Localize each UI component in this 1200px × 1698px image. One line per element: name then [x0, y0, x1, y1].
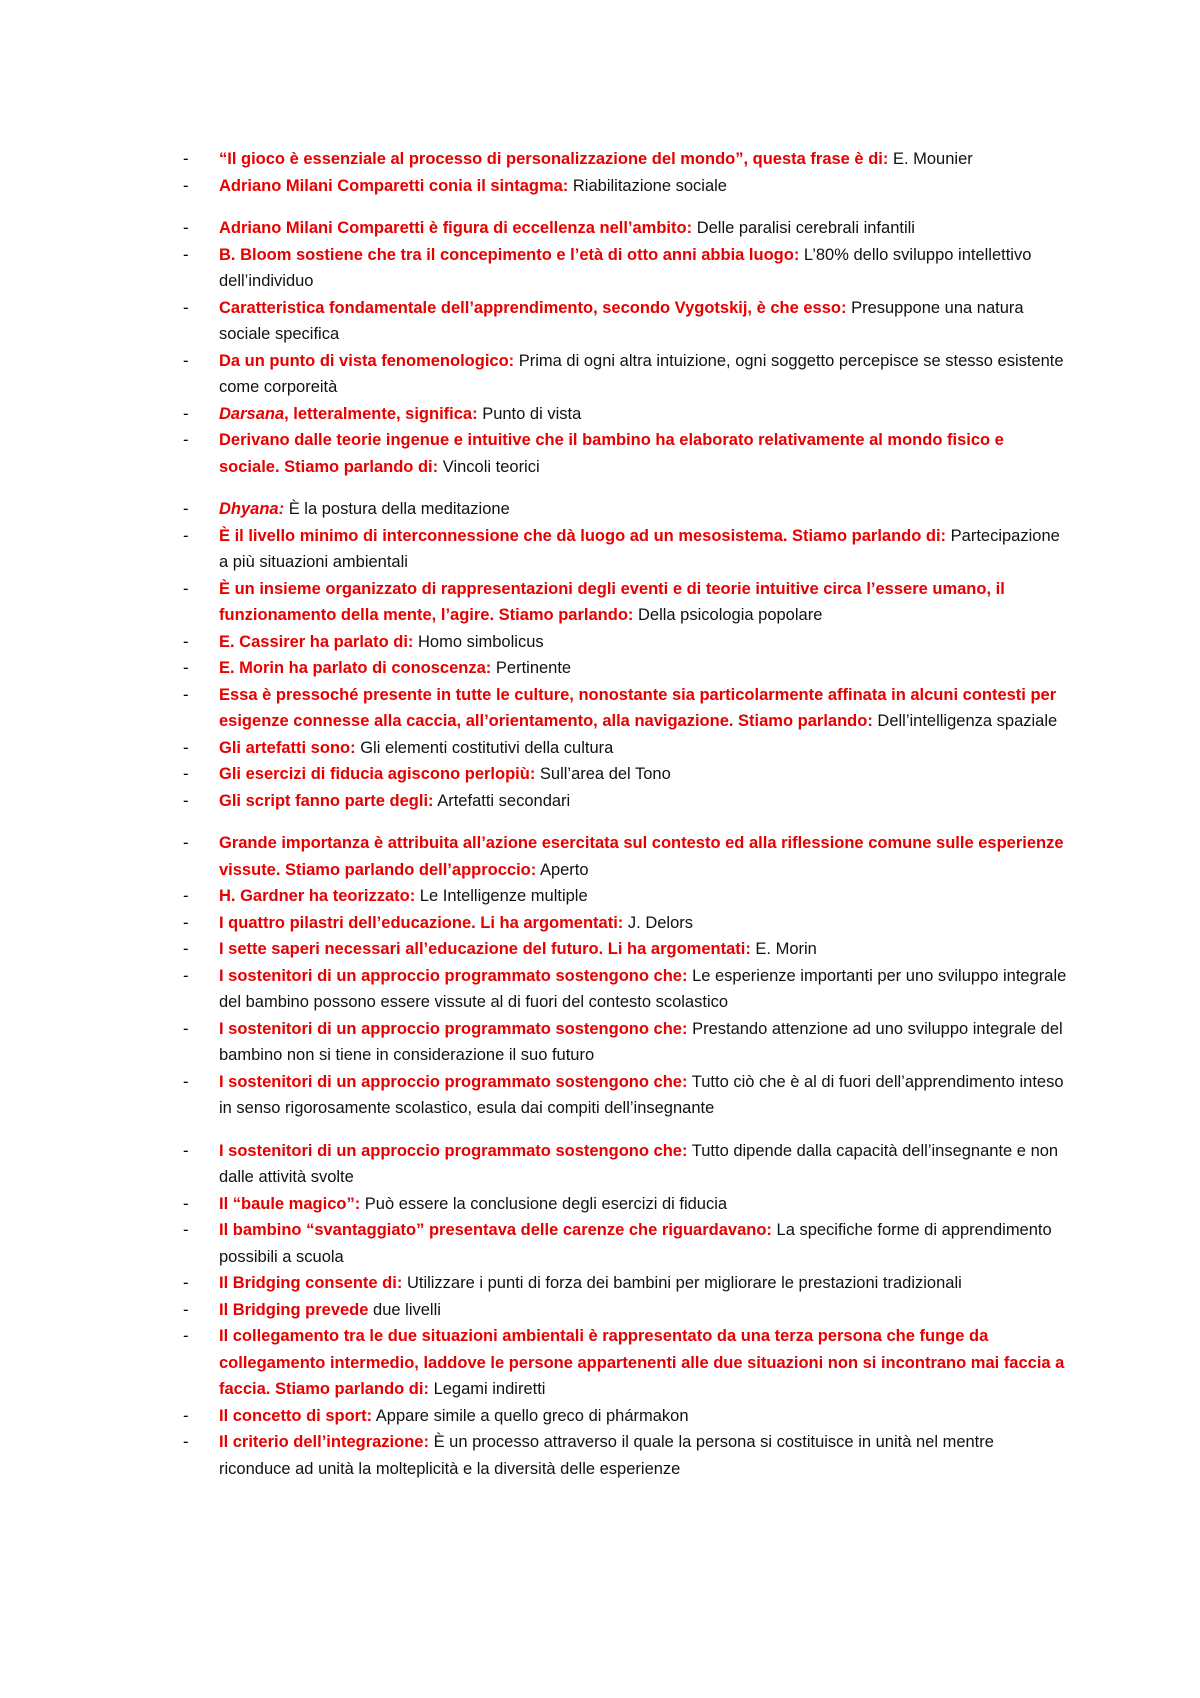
list-item — [183, 427, 1068, 480]
bullet-dash: - — [183, 431, 189, 449]
answer-text: Vincoli teorici — [442, 457, 540, 476]
list-item — [183, 629, 1068, 656]
bullet-dash: - — [183, 966, 189, 985]
question-text: Da un punto di vista fenomenologico: — [219, 351, 515, 370]
question-text: B. Bloom sostiene che tra il concepimento e l’età di otto anni abbia luogo: — [219, 245, 800, 264]
question-text: È il livello minimo di interconnessione che dà luogo ad un mesosistema. Stiamo parlando di: — [219, 526, 947, 545]
bullet-dash: - — [183, 1274, 189, 1292]
list-item — [183, 761, 1068, 788]
question-text: Derivano dalle teorie ingenue e intuitive che il bambino ha elaborato relativamente al mondo fisico e sociale. Stiamo parlando di: — [219, 431, 1004, 476]
list-item — [183, 242, 1068, 295]
answer-text: Riabilitazione sociale — [572, 176, 727, 195]
list-item — [183, 295, 1068, 348]
bullet-dash: - — [183, 1019, 189, 1038]
question-text — [219, 500, 284, 518]
answer-text: Homo simbolicus — [418, 632, 544, 651]
bullet-dash: - — [183, 298, 189, 317]
list-item — [183, 401, 1068, 428]
question-text — [219, 405, 478, 423]
list-item — [183, 523, 1068, 576]
list-item — [183, 883, 1068, 910]
list-item — [183, 1138, 1068, 1191]
list-item — [183, 910, 1068, 937]
answer-text: Appare simile a quello greco di phármakon — [375, 1406, 689, 1425]
question-text: Grande importanza è attribuita all’azione esercitata sul contesto ed alla riflessione comune sulle esperienze vissute. Stiamo parlando dell’approccio: — [219, 834, 1064, 879]
question-text: Il criterio dell’integrazione: — [219, 1433, 429, 1451]
question-text: “Il gioco è essenziale al processo di personalizzazione del mondo”, questa frase è di: — [219, 150, 889, 168]
answer-text: Prestando attenzione ad uno sviluppo integrale del bambino non si tiene in considerazione il suo futuro — [219, 1019, 1063, 1064]
bullet-dash: - — [183, 150, 189, 168]
question-text: Adriano Milani Comparetti è figura di eccellenza nell’ambito: — [219, 219, 693, 237]
question-text: Il bambino “svantaggiato” presentava delle carenze che riguardavano: — [219, 1221, 772, 1239]
question-text: È un insieme organizzato di rappresentazioni degli eventi e di teorie intuitive circa l’essere umano, il funzionamento della mente, l’agire. Stiamo parlando: — [219, 579, 1005, 624]
answer-text: Legami indiretti — [433, 1380, 546, 1398]
answer-text: E. Morin — [755, 940, 817, 958]
question-text: Gli esercizi di fiducia agiscono perlopiù: — [219, 765, 536, 783]
question-italic-term: Darsana — [219, 404, 285, 423]
question-text: I sostenitori di un approccio programmato sostengono che: — [219, 1072, 688, 1091]
question-text: Adriano Milani Comparetti conia il sintagma: — [219, 176, 569, 195]
question-text: Il “baule magico”: — [219, 1194, 361, 1213]
bullet-dash: - — [183, 1072, 189, 1091]
list-item — [183, 1323, 1068, 1403]
bullet-dash: - — [183, 659, 189, 677]
answer-text: Le Intelligenze multiple — [419, 887, 588, 905]
question-text: E. Morin ha parlato di conoscenza: — [219, 659, 492, 677]
list-item — [183, 682, 1068, 735]
list-item — [183, 830, 1068, 883]
list-item — [183, 215, 1068, 242]
bullet-dash: - — [183, 940, 189, 958]
question-rest: , letteralmente, significa: — [284, 404, 478, 423]
answer-text: E. Mounier — [892, 150, 973, 168]
answer-text: Gli elementi costitutivi della cultura — [360, 738, 614, 757]
list-item — [183, 655, 1068, 682]
list-item — [183, 735, 1068, 762]
list-item — [183, 1016, 1068, 1069]
bullet-dash: - — [183, 1300, 189, 1319]
qa-list — [183, 146, 1068, 1482]
question-text: I sostenitori di un approccio programmato sostengono che: — [219, 1019, 688, 1038]
answer-text: Tutto ciò che è al di fuori dell’apprendimento inteso in senso rigorosamente scolastico, esula dai compiti dell’insegnante — [219, 1072, 1064, 1117]
list-item — [183, 1191, 1068, 1218]
list-item — [183, 1270, 1068, 1297]
question-text: Il Bridging consente di: — [219, 1274, 403, 1292]
question-italic-term: Dhyana: — [219, 500, 285, 518]
bullet-dash: - — [183, 1194, 189, 1213]
bullet-dash: - — [183, 219, 189, 237]
answer-text: Delle paralisi cerebrali infantili — [696, 219, 915, 237]
bullet-dash: - — [183, 913, 189, 932]
answer-text: due livelli — [373, 1300, 441, 1319]
bullet-dash: - — [183, 1327, 189, 1345]
question-text: Il Bridging prevede — [219, 1300, 369, 1319]
list-item — [183, 936, 1068, 963]
bullet-dash: - — [183, 351, 189, 370]
list-item — [183, 348, 1068, 401]
question-text: I sostenitori di un approccio programmato sostengono che: — [219, 966, 688, 985]
question-text: I sostenitori di un approccio programmato sostengono che: — [219, 1141, 688, 1160]
bullet-dash: - — [183, 176, 189, 195]
answer-text: È un processo attraverso il quale la persona si costituisce in unità nel mentre riconduce ad unità la molteplicità e la diversità delle esperienze — [219, 1433, 994, 1478]
answer-text: È la postura della meditazione — [288, 500, 510, 518]
answer-text: La specifiche forme di apprendimento possibili a scuola — [219, 1221, 1052, 1266]
bullet-dash: - — [183, 765, 189, 783]
bullet-dash: - — [183, 1141, 189, 1160]
bullet-dash: - — [183, 245, 189, 264]
list-item — [183, 496, 1068, 523]
answer-text: Tutto dipende dalla capacità dell’insegnante e non dalle attività svolte — [219, 1141, 1059, 1186]
question-text: Caratteristica fondamentale dell’apprendimento, secondo Vygotskij, è che esso: — [219, 298, 847, 317]
answer-text: Utilizzare i punti di forza dei bambini per migliorare le prestazioni tradizionali — [406, 1274, 962, 1292]
list-item — [183, 1297, 1068, 1324]
answer-text: Prima di ogni altra intuizione, ogni soggetto percepisce se stesso esistente come corporeità — [219, 351, 1064, 396]
question-text: Gli script fanno parte degli: — [219, 791, 434, 810]
bullet-dash: - — [183, 1221, 189, 1239]
bullet-dash: - — [183, 404, 189, 423]
answer-text: Pertinente — [495, 659, 572, 677]
list-item — [183, 1217, 1068, 1270]
question-text: E. Cassirer ha parlato di: — [219, 632, 414, 651]
question-text: H. Gardner ha teorizzato: — [219, 887, 416, 905]
question-text: Il collegamento tra le due situazioni ambientali è rappresentato da una terza persona che funge da collegamento intermedio, laddove le persone appartenenti alle due situazioni non si incontrano mai faccia a faccia. Stiamo parlando di: — [219, 1327, 1065, 1398]
answer-text: Punto di vista — [482, 404, 582, 423]
bullet-dash: - — [183, 500, 189, 518]
list-item — [183, 788, 1068, 815]
question-text: Essa è pressoché presente in tutte le culture, nonostante sia particolarmente affinata in alcuni contesti per esigenze connesse alla caccia, all’orientamento, alla navigazione. Stiamo parlando: — [219, 685, 1057, 730]
answer-text: Dell’intelligenza spaziale — [877, 712, 1058, 730]
answer-text: Le esperienze importanti per uno sviluppo integrale del bambino possono essere vissute al di fuori del contesto scolastico — [219, 966, 1067, 1011]
answer-text: Aperto — [539, 860, 589, 879]
answer-text: Presuppone una natura sociale specifica — [219, 298, 1024, 343]
bullet-dash: - — [183, 685, 189, 704]
bullet-dash: - — [183, 526, 189, 545]
answer-text: L’80% dello sviluppo intellettivo dell’individuo — [219, 245, 1032, 290]
question-text: I quattro pilastri dell’educazione. Li ha argomentati: — [219, 913, 624, 932]
list-item — [183, 1403, 1068, 1430]
list-item — [183, 1429, 1068, 1482]
list-item — [183, 173, 1068, 200]
list-item — [183, 963, 1068, 1016]
bullet-dash: - — [183, 579, 189, 598]
question-text: Gli artefatti sono: — [219, 738, 356, 757]
answer-text: Partecipazione a più situazioni ambientali — [219, 526, 1060, 571]
question-text: I sette saperi necessari all’educazione del futuro. Li ha argomentati: — [219, 940, 751, 958]
list-item — [183, 146, 1068, 173]
bullet-dash: - — [183, 887, 189, 905]
answer-text: Può essere la conclusione degli esercizi di fiducia — [364, 1194, 728, 1213]
list-item — [183, 576, 1068, 629]
bullet-dash: - — [183, 791, 189, 810]
question-text: Il concetto di sport: — [219, 1406, 373, 1425]
bullet-dash: - — [183, 738, 189, 757]
list-item — [183, 1069, 1068, 1122]
bullet-dash: - — [183, 1406, 189, 1425]
answer-text: Della psicologia popolare — [638, 606, 823, 624]
answer-text: J. Delors — [627, 913, 694, 932]
answer-text: Sull’area del Tono — [539, 765, 671, 783]
bullet-dash: - — [183, 1433, 189, 1451]
bullet-dash: - — [183, 834, 189, 852]
bullet-dash: - — [183, 632, 189, 651]
answer-text: Artefatti secondari — [437, 791, 571, 810]
